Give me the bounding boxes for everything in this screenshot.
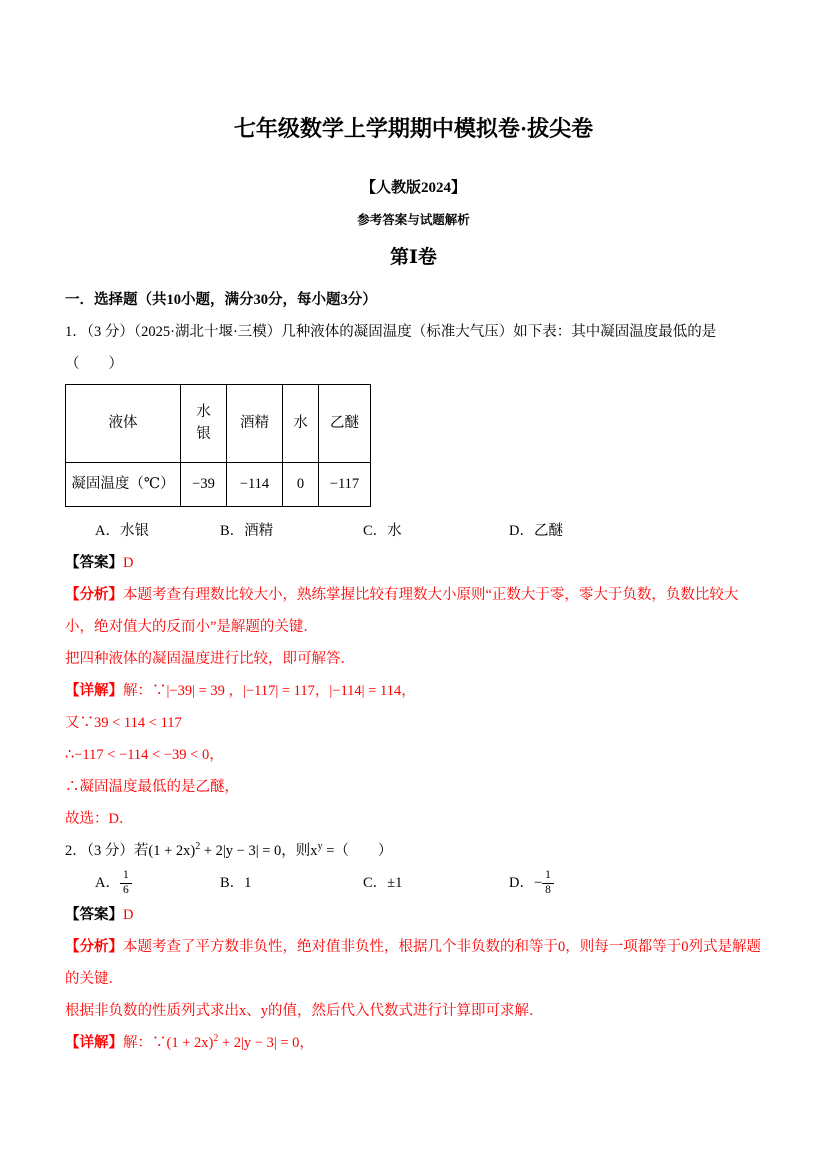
q2-stem-mid: + 2|y − 3| = 0，则x — [200, 843, 318, 860]
q1-answer-line — [65, 547, 762, 579]
answer-value: D — [123, 907, 134, 924]
q2-answer-line — [65, 899, 762, 931]
q1-detail-line4: ∴凝固温度最低的是乙醚， — [65, 779, 239, 796]
table-cell-value-mercury: −39 — [181, 463, 227, 507]
q1-analysis — [65, 579, 762, 643]
table-header-row — [66, 385, 371, 463]
q2-option-d — [509, 867, 762, 899]
detail-label: 【详解】 — [65, 1035, 123, 1052]
q1-detail-line2: 又∵39 < 114 < 117 — [65, 715, 182, 732]
analysis-text: 本题考查有理数比较大小，熟练掌握比较有理数大小原则“正数大于零，零大于负数，负数比较大小，绝对值大的反而小”是解题的关键． — [65, 587, 739, 636]
fraction-one-eighth: $\frac{1}{8}$ — [542, 869, 554, 896]
option-label: A． — [95, 523, 120, 540]
q1-option-c — [363, 515, 509, 547]
option-label: C． — [363, 523, 388, 540]
edition-label: 【人教版2024】 — [360, 179, 466, 196]
detail-label: 【详解】 — [65, 683, 123, 700]
q2-stem-exponent-y: y — [317, 841, 323, 853]
table-cell-water: 水 — [283, 385, 319, 463]
analysis-label: 【分析】 — [65, 587, 123, 604]
q1-detail — [65, 675, 762, 707]
part-heading: 一．选择题（共10小题，满分30分，每小题3分） — [65, 292, 377, 309]
option-text: 水 — [387, 523, 402, 540]
subtitle: 参考答案与试题解析 — [357, 212, 470, 227]
q2-stem-post: =（ ） — [322, 843, 393, 860]
q2-stem-exponent: 2 — [195, 841, 201, 853]
answer-label: 【答案】 — [65, 555, 123, 572]
table-cell-mercury — [181, 385, 227, 463]
table-cell-value-water: 0 — [283, 463, 319, 507]
q2-stem — [65, 835, 762, 867]
option-text: 酒精 — [244, 523, 274, 540]
fraction-one-sixth: $\frac{1}{6}$ — [120, 869, 132, 896]
q2-analysis — [65, 931, 762, 995]
option-label: B． — [220, 523, 245, 540]
table-cell-liquid: 液体 — [66, 385, 181, 463]
table-cell-value-ether: −117 — [319, 463, 371, 507]
table-cell-value-alcohol: −114 — [227, 463, 283, 507]
analysis-text: 本题考查了平方数非负性，绝对值非负性，根据几个非负数的和等于0，则每一项都等于0列式是解题的关键． — [65, 939, 761, 988]
q2-stem-pre: 2．（3 分）若(1 + 2x) — [65, 843, 196, 860]
q1-option-d — [509, 515, 762, 547]
answer-label: 【答案】 — [65, 907, 123, 924]
document-body — [65, 284, 762, 1059]
detail-text: 解：∵|−39| = 39 ，|−117| = 117，|−114| = 114， — [123, 683, 416, 700]
detail-post: + 2|y − 3| = 0， — [218, 1035, 314, 1052]
q2-option-b — [220, 867, 363, 899]
detail-exponent: 2 — [213, 1033, 219, 1045]
q1-options — [65, 515, 762, 547]
q2-option-a — [95, 867, 220, 899]
option-label: A． — [95, 875, 120, 892]
q1-stem: 1．（3 分）（2025·湖北十堰·三模）几种液体的凝固温度（标准大气压）如下表：其中凝固温度最低的是（ ） — [65, 324, 717, 373]
q2-detail — [65, 1027, 762, 1059]
option-label: D． — [509, 875, 534, 892]
q1-table — [65, 384, 371, 507]
analysis-label: 【分析】 — [65, 939, 123, 956]
table-cell-ether: 乙醚 — [319, 385, 371, 463]
option-text: 水银 — [119, 523, 149, 540]
section-title: 第Ⅰ卷 — [390, 246, 437, 268]
option-text: 乙醚 — [533, 523, 563, 540]
option-label: B． — [220, 875, 245, 892]
table-cell-alcohol: 酒精 — [227, 385, 283, 463]
table-cell-mercury-text: 水银 — [196, 403, 211, 442]
table-values-row — [66, 463, 371, 507]
table-cell-row-label: 凝固温度（℃） — [66, 463, 181, 507]
option-label: C． — [363, 875, 388, 892]
option-text: 1 — [244, 875, 252, 892]
q2-options — [65, 867, 762, 899]
q1-option-a — [95, 515, 220, 547]
detail-pre: 解：∵(1 + 2x) — [123, 1035, 214, 1052]
q2-analysis-2: 根据非负数的性质列式求出x、y的值，然后代入代数式进行计算即可求解． — [65, 1003, 544, 1020]
q1-option-b — [220, 515, 363, 547]
option-text: ±1 — [387, 875, 403, 892]
minus-sign: − — [533, 875, 543, 892]
option-label: D． — [509, 523, 534, 540]
q1-analysis-2: 把四种液体的凝固温度进行比较，即可解答． — [65, 651, 355, 668]
q2-option-c — [363, 867, 509, 899]
q1-conclusion: 故选：D． — [65, 811, 134, 828]
q1-detail-line3: ∴−117 < −114 < −39 < 0， — [65, 747, 224, 764]
page-title: 七年级数学上学期期中模拟卷·拔尖卷 — [233, 116, 594, 141]
answer-value: D — [123, 555, 134, 572]
